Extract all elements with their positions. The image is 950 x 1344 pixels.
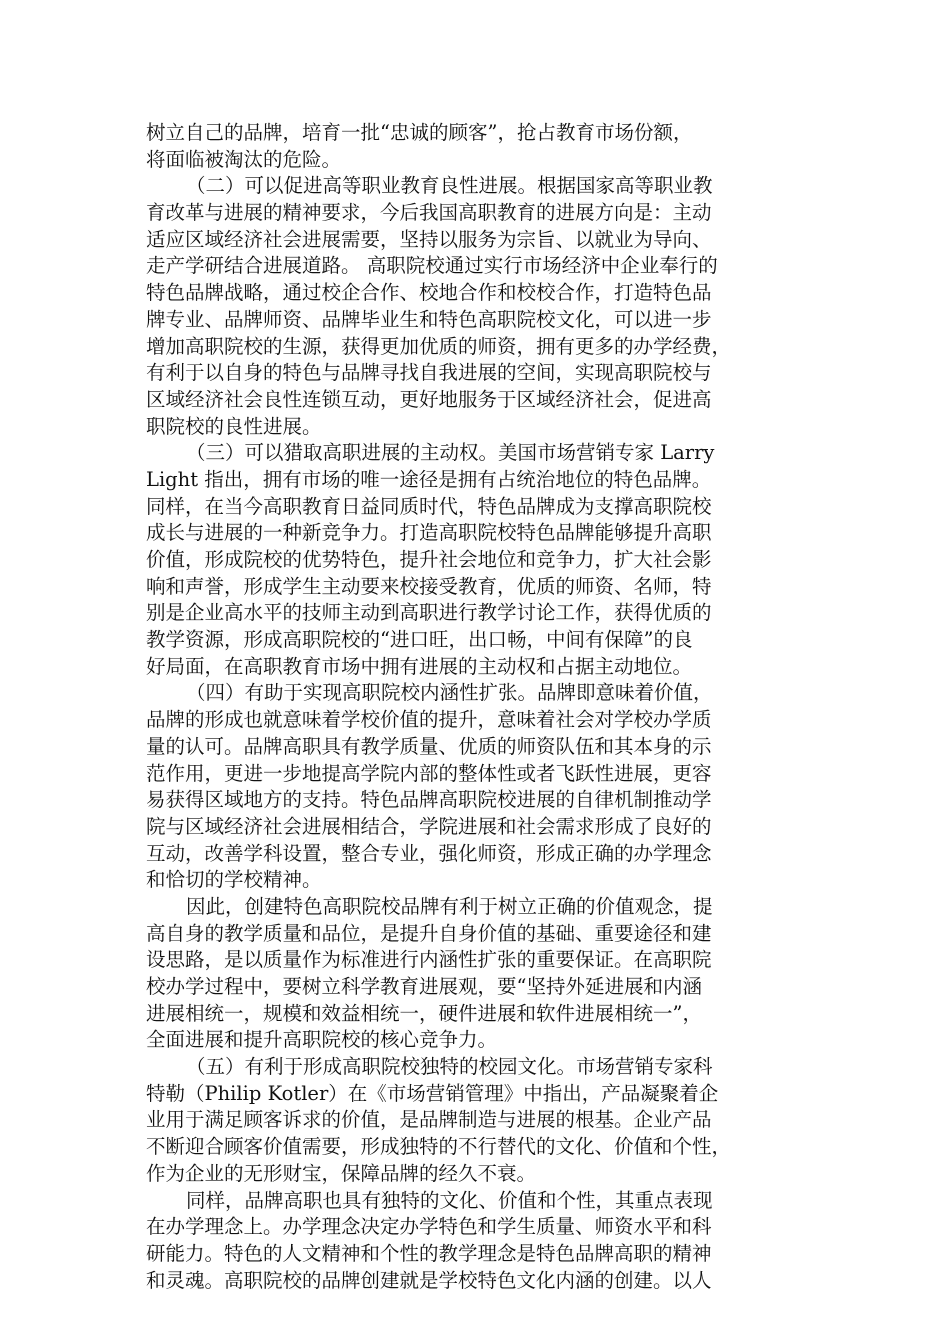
text-line: 同样，在当今高职教育日益同质时代，特色品牌成为支撑高职院校 [146,494,712,518]
text-line: 有利于以自身的特色与品牌寻找自我进展的空间，实现高职院校与 [146,361,712,385]
text-line: （三）可以猎取高职进展的主动权。美国市场营销专家 Larry [186,441,715,465]
text-line: 范作用，更进一步地提高学院内部的整体性或者飞跃性进展，更容 [146,761,712,785]
text-line: 在办学理念上。办学理念决定办学特色和学生质量、师资水平和科 [146,1215,712,1239]
text-line: 特色品牌战略，通过校企合作、校地合作和校校合作，打造特色品 [146,281,712,305]
text-line: 不断迎合顾客价值需要，形成独特的不行替代的文化、价值和个性， [146,1135,732,1159]
text-line: 教学资源，形成高职院校的“进口旺，出口畅，中间有保障”的良 [146,628,693,652]
text-line: 互动，改善学科设置，整合专业，强化师资，形成正确的办学理念 [146,841,712,865]
text-line: 作为企业的无形财宝，保障品牌的经久不衰。 [146,1161,537,1185]
text-line: 将面临被淘汰的危险。 [146,147,342,171]
text-line: 设思路，是以质量作为标准进行内涵性扩张的重要保证。在高职院 [146,948,712,972]
text-line: 研能力。特色的人文精神和个性的教学理念是特色品牌高职的精神 [146,1241,712,1265]
text-line: 特勒（Philip Kotler）在《市场营销管理》中指出，产品凝聚着企 [146,1081,719,1105]
text-line: 增加高职院校的生源，获得更加优质的师资，拥有更多的办学经费， [146,334,732,358]
text-line: 好局面，在高职教育市场中拥有进展的主动权和占据主动地位。 [146,654,693,678]
text-line: 区域经济社会良性连锁互动，更好地服务于区域经济社会，促进高 [146,387,712,411]
text-line: 和灵魂。高职院校的品牌创建就是学校特色文化内涵的创建。以人 [146,1268,712,1292]
text-line: 品牌的形成也就意味着学校价值的提升，意味着社会对学校办学质 [146,708,712,732]
text-line: 和恰切的学校精神。 [146,868,322,892]
text-line: 走产学研结合进展道路。 高职院校通过实行市场经济中企业奉行的 [146,254,718,278]
text-line: （二）可以促进高等职业教育良性进展。根据国家高等职业教 [186,174,713,198]
text-line: 业用于满足顾客诉求的价值，是品牌制造与进展的根基。企业产品 [146,1108,712,1132]
text-line: 因此，创建特色高职院校品牌有利于树立正确的价值观念，提 [186,894,713,918]
text-line: 进展相统一，规模和效益相统一，硬件进展和软件进展相统一”， [146,1001,702,1025]
text-line: 易获得区域地方的支持。特色品牌高职院校进展的自律机制推动学 [146,788,712,812]
text-line: 量的认可。品牌高职具有教学质量、优质的师资队伍和其本身的示 [146,734,712,758]
text-line: 高自身的教学质量和品位，是提升自身价值的基础、重要途径和建 [146,921,712,945]
text-line: （五）有利于形成高职院校独特的校园文化。市场营销专家科 [186,1055,713,1079]
text-line: 响和声誉，形成学生主动要来校接受教育，优质的师资、名师，特 [146,574,712,598]
text-line: Light 指出，拥有市场的唯一途径是拥有占统治地位的特色品牌。 [146,467,712,491]
text-line: 价值，形成院校的优势特色，提升社会地位和竞争力，扩大社会影 [146,548,712,571]
text-line: 育改革与进展的精神要求，今后我国高职教育的进展方向是：主动 [146,201,712,225]
text-line: 成长与进展的一种新竞争力。打造高职院校特色品牌能够提升高职 [146,521,712,545]
text-line: 校办学过程中，要树立科学教育进展观，要“坚持外延进展和内涵 [146,975,702,998]
text-line: 牌专业、品牌师资、品牌毕业生和特色高职院校文化，可以进一步 [146,307,712,331]
text-line: 别是企业高水平的技师主动到高职进行教学讨论工作，获得优质的 [146,601,712,625]
text-line: 同样，品牌高职也具有独特的文化、价值和个性，其重点表现 [186,1188,713,1212]
document-body [146,120,786,1294]
text-line: 树立自己的品牌，培育一批“忠诚的顾客”，抢占教育市场份额， [146,121,693,144]
text-line: 适应区域经济社会进展需要，坚持以服务为宗旨、以就业为导向、 [146,227,712,251]
text-line: 全面进展和提升高职院校的核心竞争力。 [146,1028,498,1052]
text-line: 院与区域经济社会进展相结合，学院进展和社会需求形成了良好的 [146,814,712,838]
text-line: （四）有助于实现高职院校内涵性扩张。品牌即意味着价值， [186,681,713,705]
text-line: 职院校的良性进展。 [146,414,322,438]
